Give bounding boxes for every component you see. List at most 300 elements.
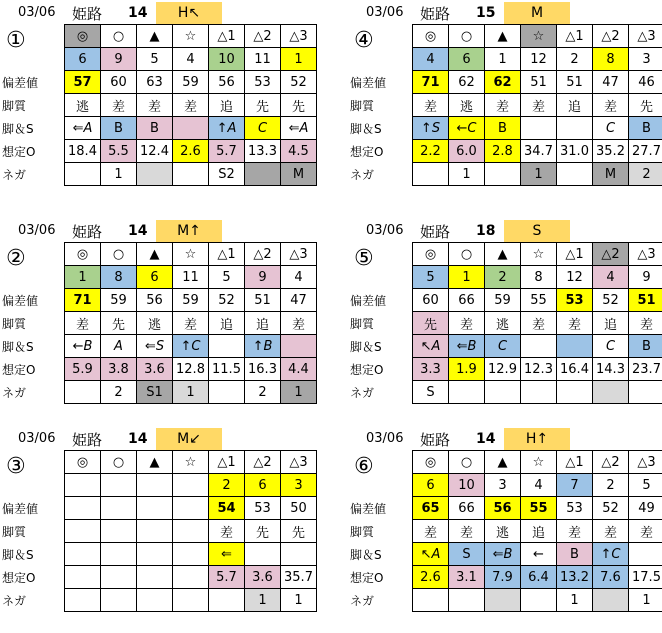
grid-cell: 52 bbox=[593, 497, 629, 520]
row-label: 脚＆S bbox=[2, 336, 58, 359]
grid-cell: ◎ bbox=[413, 243, 449, 266]
grid-cell: ↑C bbox=[173, 335, 209, 358]
grid-cell: 12.8 bbox=[173, 358, 209, 381]
grid-cell: 47 bbox=[281, 289, 317, 312]
grid-cell: 2 bbox=[629, 163, 662, 186]
grid-cell bbox=[485, 163, 521, 186]
grid-cell bbox=[521, 335, 557, 358]
grid-cell: 2.6 bbox=[173, 140, 209, 163]
row-label: 偏差値 bbox=[350, 498, 406, 521]
grid-cell: 62 bbox=[449, 71, 485, 94]
grid-cell: 34.7 bbox=[521, 140, 557, 163]
grid-cell: △3 bbox=[281, 451, 317, 474]
race-mark: H↖ bbox=[156, 2, 222, 24]
grid-cell bbox=[65, 566, 101, 589]
row-label: ネガ bbox=[2, 382, 58, 405]
grid-cell: 18.4 bbox=[65, 140, 101, 163]
runner-count: 14 bbox=[476, 431, 495, 447]
grid-cell: ☆ bbox=[521, 451, 557, 474]
grid-cell bbox=[593, 381, 629, 404]
grid-cell: ←B bbox=[65, 335, 101, 358]
grid-cell: 53 bbox=[245, 71, 281, 94]
grid-row bbox=[413, 289, 662, 312]
grid-cell: △3 bbox=[281, 25, 317, 48]
grid-cell: 59 bbox=[173, 71, 209, 94]
race-number: ⑥ bbox=[354, 454, 374, 479]
grid-cell: S bbox=[413, 381, 449, 404]
grid-cell: 63 bbox=[137, 71, 173, 94]
grid-cell bbox=[557, 381, 593, 404]
grid-cell: 追 bbox=[209, 312, 245, 335]
grid-cell bbox=[101, 474, 137, 497]
race-header bbox=[8, 220, 318, 242]
grid-cell: 先 bbox=[245, 520, 281, 543]
grid-cell bbox=[245, 543, 281, 566]
grid-cell bbox=[101, 520, 137, 543]
grid-cell bbox=[593, 589, 629, 612]
grid-cell: △2 bbox=[593, 451, 629, 474]
grid-cell: 55 bbox=[521, 497, 557, 520]
grid-cell: 14.3 bbox=[593, 358, 629, 381]
grid-cell: △2 bbox=[245, 243, 281, 266]
grid-cell: 52 bbox=[593, 289, 629, 312]
grid-cell bbox=[521, 589, 557, 612]
grid-cell: 2 bbox=[209, 474, 245, 497]
grid-cell: 追 bbox=[209, 94, 245, 117]
grid-cell: △3 bbox=[629, 25, 662, 48]
row-label: 脚質 bbox=[350, 95, 406, 118]
grid-cell: 1 bbox=[173, 381, 209, 404]
grid-cell: 逃 bbox=[65, 94, 101, 117]
grid-cell: ▲ bbox=[485, 243, 521, 266]
grid-cell: 16.4 bbox=[557, 358, 593, 381]
grid-cell: 9 bbox=[101, 48, 137, 71]
grid-cell bbox=[449, 589, 485, 612]
row-labels bbox=[350, 290, 406, 405]
grid-row bbox=[65, 335, 317, 358]
grid-cell: 差 bbox=[521, 94, 557, 117]
grid-cell: B bbox=[629, 335, 662, 358]
grid-cell: 6.0 bbox=[449, 140, 485, 163]
race-number: ① bbox=[6, 28, 26, 53]
grid-cell: 追 bbox=[521, 520, 557, 543]
race-number: ② bbox=[6, 246, 26, 271]
grid-cell: 差 bbox=[593, 520, 629, 543]
grid-cell bbox=[137, 163, 173, 186]
grid-row bbox=[413, 566, 662, 589]
race-venue: 姫路 bbox=[420, 221, 450, 242]
grid-cell: 12.4 bbox=[137, 140, 173, 163]
grid-cell: 5 bbox=[629, 474, 662, 497]
grid-cell: ○ bbox=[449, 25, 485, 48]
row-label: 想定O bbox=[2, 141, 58, 164]
grid-cell: 1.9 bbox=[449, 358, 485, 381]
grid-cell bbox=[521, 117, 557, 140]
grid-cell: 追 bbox=[245, 312, 281, 335]
grid-cell bbox=[245, 163, 281, 186]
grid-cell: △1 bbox=[557, 451, 593, 474]
grid-row bbox=[413, 71, 662, 94]
grid-cell: ☆ bbox=[173, 451, 209, 474]
row-label: 脚＆S bbox=[350, 336, 406, 359]
grid-cell: 5.9 bbox=[65, 358, 101, 381]
grid-cell: 66 bbox=[449, 289, 485, 312]
row-label: 偏差値 bbox=[2, 498, 58, 521]
grid-cell: 1 bbox=[281, 589, 317, 612]
grid-cell: 55 bbox=[521, 289, 557, 312]
grid-cell: 6 bbox=[65, 48, 101, 71]
grid-cell: 56 bbox=[137, 289, 173, 312]
race-panel bbox=[8, 220, 318, 425]
grid-cell bbox=[173, 497, 209, 520]
race-venue: 姫路 bbox=[72, 3, 102, 24]
grid-cell: 9 bbox=[629, 266, 662, 289]
grid-cell: 56 bbox=[209, 71, 245, 94]
grid-cell: 2.6 bbox=[413, 566, 449, 589]
grid-cell bbox=[65, 520, 101, 543]
grid-cell: 差 bbox=[557, 520, 593, 543]
grid-cell: 差 bbox=[629, 520, 662, 543]
grid-cell: 12 bbox=[557, 266, 593, 289]
row-label: 想定O bbox=[350, 567, 406, 590]
grid-cell: ▲ bbox=[485, 25, 521, 48]
grid-cell: ↑C bbox=[593, 543, 629, 566]
grid-row bbox=[65, 48, 317, 71]
grid-cell: 3 bbox=[629, 48, 662, 71]
grid-cell: 先 bbox=[245, 94, 281, 117]
grid-cell: ▲ bbox=[137, 243, 173, 266]
grid-cell: △1 bbox=[209, 451, 245, 474]
runner-count: 14 bbox=[128, 431, 147, 447]
grid-cell: ◎ bbox=[413, 25, 449, 48]
grid-cell: 差 bbox=[449, 312, 485, 335]
race-header bbox=[356, 428, 662, 450]
grid-row bbox=[413, 451, 662, 474]
grid-cell: 53 bbox=[245, 497, 281, 520]
race-panel bbox=[356, 428, 662, 633]
grid-cell: B bbox=[557, 543, 593, 566]
grid-cell: 71 bbox=[65, 289, 101, 312]
race-date: 03/06 bbox=[18, 5, 55, 20]
grid-row bbox=[413, 497, 662, 520]
grid-cell: 1 bbox=[101, 163, 137, 186]
grid-cell: 4 bbox=[413, 48, 449, 71]
grid-cell: 先 bbox=[629, 94, 662, 117]
grid-cell: 差 bbox=[485, 94, 521, 117]
grid-cell: 4 bbox=[521, 474, 557, 497]
grid-cell bbox=[65, 474, 101, 497]
grid-cell bbox=[137, 520, 173, 543]
grid-cell: 4 bbox=[281, 266, 317, 289]
grid-row bbox=[65, 358, 317, 381]
grid-cell: △3 bbox=[281, 243, 317, 266]
grid-row bbox=[413, 94, 662, 117]
row-label: ネガ bbox=[350, 382, 406, 405]
grid-cell: 7.9 bbox=[485, 566, 521, 589]
grid-row bbox=[65, 543, 317, 566]
grid-cell: 7 bbox=[557, 474, 593, 497]
grid-cell: 11.5 bbox=[209, 358, 245, 381]
grid-cell: 差 bbox=[413, 94, 449, 117]
grid-cell: 差 bbox=[449, 520, 485, 543]
grid-cell: ⇐B bbox=[485, 543, 521, 566]
grid-cell: ○ bbox=[449, 243, 485, 266]
grid-cell: ○ bbox=[449, 451, 485, 474]
grid-cell: ○ bbox=[101, 451, 137, 474]
grid-row bbox=[413, 381, 662, 404]
grid-cell: 27.7 bbox=[629, 140, 662, 163]
grid-cell: 51 bbox=[557, 71, 593, 94]
grid-cell: 35.2 bbox=[593, 140, 629, 163]
grid-cell: 11 bbox=[173, 266, 209, 289]
grid-cell: B bbox=[137, 117, 173, 140]
race-mark: S bbox=[504, 220, 570, 242]
grid-cell: 5.7 bbox=[209, 140, 245, 163]
grid-cell: ↖A bbox=[413, 543, 449, 566]
row-label: 脚＆S bbox=[350, 118, 406, 141]
grid-cell: 先 bbox=[281, 520, 317, 543]
grid-cell bbox=[137, 566, 173, 589]
row-labels bbox=[350, 498, 406, 613]
grid-cell bbox=[173, 163, 209, 186]
row-label: 偏差値 bbox=[350, 72, 406, 95]
grid-cell bbox=[485, 589, 521, 612]
row-label: 脚質 bbox=[350, 521, 406, 544]
grid-cell: ↖A bbox=[413, 335, 449, 358]
grid-cell: 追 bbox=[593, 312, 629, 335]
grid-cell: S1 bbox=[137, 381, 173, 404]
grid-cell: 4.4 bbox=[281, 358, 317, 381]
grid-cell: 3 bbox=[485, 474, 521, 497]
grid-cell: 2 bbox=[485, 266, 521, 289]
grid-cell: 10 bbox=[449, 474, 485, 497]
race-panel bbox=[356, 2, 662, 207]
grid-cell: 59 bbox=[101, 289, 137, 312]
grid-row bbox=[65, 497, 317, 520]
grid-cell: 13.2 bbox=[557, 566, 593, 589]
race-header bbox=[356, 220, 662, 242]
grid-cell: 35.7 bbox=[281, 566, 317, 589]
race-mark: M↙ bbox=[156, 428, 222, 450]
grid-cell bbox=[281, 335, 317, 358]
grid-cell bbox=[629, 381, 662, 404]
grid-row bbox=[65, 474, 317, 497]
race-date: 03/06 bbox=[366, 431, 403, 446]
grid-cell: △1 bbox=[209, 243, 245, 266]
grid-cell: 逃 bbox=[449, 94, 485, 117]
race-date: 03/06 bbox=[18, 431, 55, 446]
grid-cell: 56 bbox=[485, 497, 521, 520]
grid-row bbox=[65, 289, 317, 312]
grid-row bbox=[413, 48, 662, 71]
grid-cell: 差 bbox=[521, 312, 557, 335]
grid-cell: 差 bbox=[65, 312, 101, 335]
grid-cell: ⇐B bbox=[449, 335, 485, 358]
grid-cell bbox=[173, 566, 209, 589]
grid-cell: 5.5 bbox=[101, 140, 137, 163]
grid-cell: 差 bbox=[209, 520, 245, 543]
grid-cell bbox=[449, 381, 485, 404]
grid-row bbox=[65, 520, 317, 543]
grid-cell: △3 bbox=[629, 243, 662, 266]
grid-cell: 1 bbox=[485, 48, 521, 71]
grid-cell bbox=[629, 543, 662, 566]
grid-cell: 2 bbox=[593, 474, 629, 497]
grid-cell bbox=[65, 381, 101, 404]
runner-count: 14 bbox=[128, 5, 147, 21]
row-label: 想定O bbox=[350, 359, 406, 382]
grid-cell: 追 bbox=[557, 94, 593, 117]
grid-cell: 1 bbox=[449, 266, 485, 289]
grid-cell: 53 bbox=[557, 289, 593, 312]
grid-row bbox=[413, 163, 662, 186]
grid-cell: 54 bbox=[209, 497, 245, 520]
grid-cell bbox=[137, 589, 173, 612]
prediction-grid bbox=[412, 450, 662, 612]
grid-cell: ⇐A bbox=[65, 117, 101, 140]
grid-cell: 23.7 bbox=[629, 358, 662, 381]
grid-cell: C bbox=[593, 335, 629, 358]
grid-cell bbox=[137, 543, 173, 566]
race-number: ④ bbox=[354, 28, 374, 53]
race-mark: M↑ bbox=[156, 220, 222, 242]
grid-cell: 差 bbox=[173, 94, 209, 117]
grid-row bbox=[65, 451, 317, 474]
grid-cell: 31.0 bbox=[557, 140, 593, 163]
grid-cell bbox=[65, 497, 101, 520]
grid-cell: 4 bbox=[173, 48, 209, 71]
grid-row bbox=[65, 163, 317, 186]
grid-row bbox=[413, 25, 662, 48]
grid-cell: 先 bbox=[281, 94, 317, 117]
grid-cell: △2 bbox=[593, 243, 629, 266]
grid-cell: 逃 bbox=[485, 520, 521, 543]
grid-row bbox=[413, 543, 662, 566]
grid-cell bbox=[209, 335, 245, 358]
grid-cell bbox=[173, 117, 209, 140]
grid-cell bbox=[173, 520, 209, 543]
grid-cell: ☆ bbox=[173, 25, 209, 48]
grid-cell: 17.5 bbox=[629, 566, 662, 589]
grid-row bbox=[65, 312, 317, 335]
grid-cell: 3.8 bbox=[101, 358, 137, 381]
row-label: ネガ bbox=[2, 164, 58, 187]
row-label: 脚質 bbox=[2, 95, 58, 118]
prediction-grid bbox=[64, 450, 317, 612]
prediction-grid bbox=[412, 24, 662, 186]
grid-cell: 先 bbox=[101, 312, 137, 335]
grid-cell: M bbox=[593, 163, 629, 186]
grid-cell bbox=[173, 474, 209, 497]
grid-cell: 4 bbox=[593, 266, 629, 289]
grid-cell: 66 bbox=[449, 497, 485, 520]
grid-cell bbox=[521, 381, 557, 404]
grid-row bbox=[413, 266, 662, 289]
grid-cell bbox=[137, 497, 173, 520]
grid-cell: C bbox=[593, 117, 629, 140]
row-label: ネガ bbox=[2, 590, 58, 613]
row-label: 偏差値 bbox=[2, 72, 58, 95]
grid-cell: 2.2 bbox=[413, 140, 449, 163]
race-date: 03/06 bbox=[18, 223, 55, 238]
grid-cell: 51 bbox=[521, 71, 557, 94]
grid-cell: 57 bbox=[65, 71, 101, 94]
grid-cell: 2 bbox=[101, 381, 137, 404]
grid-row bbox=[413, 589, 662, 612]
grid-cell: 差 bbox=[413, 520, 449, 543]
grid-cell: 12 bbox=[521, 48, 557, 71]
grid-cell bbox=[101, 566, 137, 589]
grid-cell: 差 bbox=[137, 94, 173, 117]
runner-count: 15 bbox=[476, 5, 495, 21]
grid-row bbox=[413, 117, 662, 140]
grid-cell: 10 bbox=[209, 48, 245, 71]
row-label: 脚＆S bbox=[2, 118, 58, 141]
grid-cell: ⇐ bbox=[209, 543, 245, 566]
grid-cell bbox=[173, 543, 209, 566]
grid-cell: 差 bbox=[593, 94, 629, 117]
grid-cell: 差 bbox=[629, 312, 662, 335]
grid-cell: 4.5 bbox=[281, 140, 317, 163]
grid-row bbox=[413, 335, 662, 358]
grid-row bbox=[65, 589, 317, 612]
grid-cell: 59 bbox=[485, 289, 521, 312]
grid-cell bbox=[209, 381, 245, 404]
row-label: 脚＆S bbox=[350, 544, 406, 567]
grid-cell bbox=[101, 589, 137, 612]
grid-cell: C bbox=[245, 117, 281, 140]
grid-cell: 1 bbox=[521, 163, 557, 186]
row-label: 想定O bbox=[2, 567, 58, 590]
race-venue: 姫路 bbox=[72, 221, 102, 242]
grid-cell: 2 bbox=[557, 48, 593, 71]
grid-cell: ◎ bbox=[65, 25, 101, 48]
grid-cell: 46 bbox=[629, 71, 662, 94]
grid-cell bbox=[557, 117, 593, 140]
grid-cell: 3.1 bbox=[449, 566, 485, 589]
grid-cell: ←C bbox=[449, 117, 485, 140]
grid-row bbox=[65, 25, 317, 48]
grid-cell: 49 bbox=[629, 497, 662, 520]
grid-row bbox=[65, 117, 317, 140]
row-label: 脚質 bbox=[2, 521, 58, 544]
grid-row bbox=[413, 520, 662, 543]
grid-cell: 逃 bbox=[485, 312, 521, 335]
row-label: 脚＆S bbox=[2, 544, 58, 567]
grid-cell: 6 bbox=[449, 48, 485, 71]
grid-cell: ○ bbox=[101, 25, 137, 48]
grid-cell: ▲ bbox=[137, 451, 173, 474]
grid-cell: 50 bbox=[281, 497, 317, 520]
grid-cell bbox=[101, 543, 137, 566]
grid-cell: M bbox=[281, 163, 317, 186]
row-label: 偏差値 bbox=[2, 290, 58, 313]
grid-cell: △1 bbox=[557, 243, 593, 266]
grid-cell: A bbox=[101, 335, 137, 358]
grid-cell: ← bbox=[521, 543, 557, 566]
grid-cell bbox=[209, 589, 245, 612]
grid-cell: 差 bbox=[173, 312, 209, 335]
grid-row bbox=[65, 71, 317, 94]
race-venue: 姫路 bbox=[420, 429, 450, 450]
race-date: 03/06 bbox=[366, 5, 403, 20]
row-label: 想定O bbox=[2, 359, 58, 382]
grid-cell bbox=[413, 589, 449, 612]
grid-cell bbox=[281, 543, 317, 566]
grid-cell: 53 bbox=[557, 497, 593, 520]
grid-cell: 62 bbox=[485, 71, 521, 94]
race-header bbox=[8, 428, 318, 450]
